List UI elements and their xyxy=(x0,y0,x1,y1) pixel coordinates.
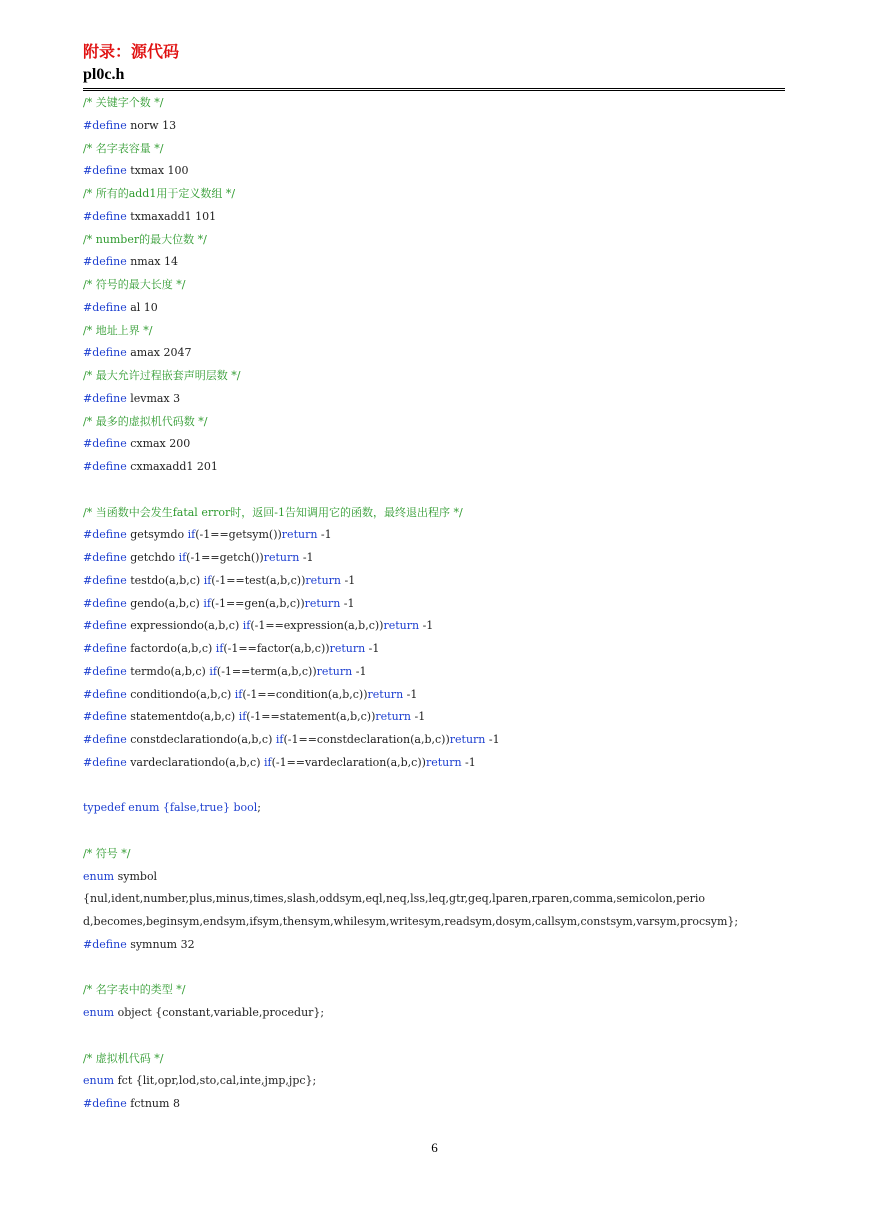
code-keyword: #define xyxy=(83,437,127,451)
code-line xyxy=(83,638,787,661)
code-line xyxy=(83,1093,787,1116)
code-text: -1 xyxy=(411,710,426,724)
code-line xyxy=(83,706,787,729)
blank-line xyxy=(83,1025,787,1048)
code-text: factordo(a,b,c) xyxy=(126,642,216,655)
code-keyword: if xyxy=(203,573,212,587)
code-keyword: return xyxy=(375,710,411,724)
source-code-listing xyxy=(83,92,787,1116)
code-keyword: if xyxy=(263,755,272,769)
code-text: norw 13 xyxy=(126,118,177,132)
code-text: vardeclarationdo(a,b,c) xyxy=(126,755,264,769)
code-text: gendo(a,b,c) xyxy=(126,596,204,610)
file-title: pl0c.h xyxy=(83,66,125,83)
code-line xyxy=(83,570,787,593)
code-line xyxy=(83,411,787,434)
code-comment: /* 地址上界 */ xyxy=(83,323,153,337)
code-keyword: return xyxy=(329,642,366,655)
code-keyword: #define xyxy=(83,755,127,769)
code-text: cxmax 200 xyxy=(126,437,191,451)
code-keyword: #define xyxy=(83,209,127,223)
code-text: (-1==expression(a,b,c)) xyxy=(250,619,384,633)
code-text: {nul,ident,number,plus,minus,times,slash,oddsym,eql,neq,lss,leq,gtr,geq,lparen,rparen,comma,semicolon,perio xyxy=(83,892,706,906)
code-text: object {constant,variable,procedur}; xyxy=(114,1006,325,1019)
code-text: -1 xyxy=(461,755,476,769)
code-keyword: return xyxy=(367,687,404,701)
code-line xyxy=(83,843,787,866)
code-line xyxy=(83,115,787,138)
code-text: amax 2047 xyxy=(126,346,192,360)
code-comment: /* 符号的最大长度 */ xyxy=(83,278,186,291)
code-keyword: #define xyxy=(83,255,127,269)
code-line xyxy=(83,160,787,183)
code-line xyxy=(83,251,787,274)
code-text: fct {lit,opr,lod,sto,cal,inte,jmp,jpc}; xyxy=(114,1074,317,1088)
code-keyword: #define xyxy=(83,596,127,610)
code-text: -1 xyxy=(352,664,367,678)
code-keyword: if xyxy=(178,551,187,564)
code-keyword: #define xyxy=(83,460,127,473)
code-keyword: #define xyxy=(83,642,127,655)
code-keyword: if xyxy=(203,596,211,610)
code-line xyxy=(83,1048,787,1071)
code-line xyxy=(83,979,787,1002)
code-line xyxy=(83,547,787,570)
appendix-title: 附录：源代码 xyxy=(83,42,180,61)
code-keyword: typedef enum {false,true} bool xyxy=(83,801,258,815)
code-line xyxy=(83,866,787,889)
code-keyword: if xyxy=(275,733,284,746)
code-line xyxy=(83,320,787,343)
code-text: testdo(a,b,c) xyxy=(126,573,204,587)
code-keyword: #define xyxy=(83,937,127,951)
code-line xyxy=(83,752,787,775)
code-text: txmax 100 xyxy=(126,164,189,178)
code-text: (-1==test(a,b,c)) xyxy=(211,573,306,587)
code-text: -1 xyxy=(340,596,355,610)
code-comment: /* 所有的add1用于定义数组 */ xyxy=(83,187,236,200)
code-text: al 10 xyxy=(126,300,158,314)
code-text: (-1==getsym()) xyxy=(195,528,282,542)
code-text: fctnum 8 xyxy=(126,1097,180,1110)
code-text: symbol xyxy=(114,869,158,883)
code-text: conditiondo(a,b,c) xyxy=(126,687,235,701)
code-keyword: #define xyxy=(83,391,127,405)
code-line xyxy=(83,593,787,616)
code-line xyxy=(83,229,787,252)
code-line xyxy=(83,92,787,115)
code-text: (-1==getch()) xyxy=(186,551,264,564)
code-line xyxy=(83,456,787,479)
code-text: nmax 14 xyxy=(126,255,178,269)
header-rule-top xyxy=(83,88,785,89)
code-keyword: return xyxy=(425,755,462,769)
code-line xyxy=(83,342,787,365)
code-text: (-1==gen(a,b,c)) xyxy=(210,596,305,610)
code-text: -1 xyxy=(317,528,332,542)
code-text: cxmaxadd1 201 xyxy=(126,460,218,473)
code-keyword: #define xyxy=(83,346,127,360)
code-comment: /* 最多的虚拟机代码数 */ xyxy=(83,414,208,428)
code-line xyxy=(83,1002,787,1025)
code-text: -1 xyxy=(341,573,356,587)
code-keyword: return xyxy=(449,733,486,746)
code-text: -1 xyxy=(403,687,418,701)
page-number: 6 xyxy=(431,1140,438,1155)
code-comment: /* 最大允许过程嵌套声明层数 */ xyxy=(83,369,241,382)
code-keyword: #define xyxy=(83,619,127,633)
code-line xyxy=(83,661,787,684)
code-line xyxy=(83,388,787,411)
code-comment: /* 名字表容量 */ xyxy=(83,141,164,155)
code-keyword: enum xyxy=(83,1006,115,1019)
code-keyword: return xyxy=(305,573,341,587)
code-text: expressiondo(a,b,c) xyxy=(126,619,243,633)
code-text: ; xyxy=(257,801,261,815)
code-text: (-1==constdeclaration(a,b,c)) xyxy=(283,733,450,746)
code-keyword: #define xyxy=(83,118,127,132)
code-keyword: #define xyxy=(83,551,127,564)
code-text: -1 xyxy=(485,733,500,746)
code-keyword: enum xyxy=(83,1074,115,1088)
code-keyword: return xyxy=(316,664,353,678)
code-keyword: #define xyxy=(83,1097,127,1110)
code-line xyxy=(83,524,787,547)
code-text: -1 xyxy=(419,619,434,633)
code-keyword: #define xyxy=(83,164,127,178)
code-text: termdo(a,b,c) xyxy=(126,664,210,678)
blank-line xyxy=(83,820,787,843)
code-text: (-1==condition(a,b,c)) xyxy=(242,687,368,701)
code-keyword: #define xyxy=(83,664,127,678)
code-comment: /* 虚拟机代码 */ xyxy=(83,1051,164,1065)
code-keyword: if xyxy=(187,528,196,542)
code-text: (-1==vardeclaration(a,b,c)) xyxy=(271,755,426,769)
code-line xyxy=(83,502,787,525)
code-keyword: #define xyxy=(83,528,127,542)
code-keyword: #define xyxy=(83,300,127,314)
code-text: -1 xyxy=(365,642,380,655)
code-keyword: return xyxy=(304,596,341,610)
code-comment: /* 符号 */ xyxy=(83,846,131,860)
blank-line xyxy=(83,775,787,798)
code-comment: /* 当函数中会发生fatal error时，返回-1告知调用它的函数，最终退出程序 */ xyxy=(83,505,463,519)
code-line xyxy=(83,206,787,229)
code-comment: /* number的最大位数 */ xyxy=(83,232,207,246)
code-keyword: enum xyxy=(83,869,115,883)
code-keyword: if xyxy=(242,619,251,633)
code-keyword: #define xyxy=(83,573,127,587)
code-line xyxy=(83,888,787,911)
code-line xyxy=(83,183,787,206)
code-text: levmax 3 xyxy=(126,391,181,405)
blank-line xyxy=(83,479,787,502)
code-text: d,becomes,beginsym,endsym,ifsym,thensym,whilesym,writesym,readsym,dosym,callsym,constsym,varsym,procsym}; xyxy=(83,915,739,928)
code-keyword: return xyxy=(263,551,300,564)
code-text: getsymdo xyxy=(126,528,188,542)
code-keyword: return xyxy=(281,528,318,542)
code-text: (-1==statement(a,b,c)) xyxy=(246,710,376,724)
code-comment: /* 名字表中的类型 */ xyxy=(83,983,186,997)
code-text: statementdo(a,b,c) xyxy=(126,710,239,724)
code-line xyxy=(83,297,787,320)
code-line xyxy=(83,138,787,161)
code-keyword: #define xyxy=(83,733,127,746)
code-comment: /* 关键字个数 */ xyxy=(83,96,164,109)
code-text: constdeclarationdo(a,b,c) xyxy=(126,733,276,746)
code-text: getchdo xyxy=(126,551,179,564)
code-line xyxy=(83,1070,787,1093)
code-keyword: #define xyxy=(83,687,127,701)
blank-line xyxy=(83,957,787,980)
code-line xyxy=(83,433,787,456)
code-line xyxy=(83,934,787,957)
code-line xyxy=(83,365,787,388)
code-keyword: #define xyxy=(83,710,127,724)
code-text: (-1==term(a,b,c)) xyxy=(216,664,317,678)
code-text: -1 xyxy=(299,551,314,564)
code-line xyxy=(83,684,787,707)
code-keyword: if xyxy=(209,664,217,678)
code-line xyxy=(83,274,787,297)
code-line xyxy=(83,615,787,638)
code-text: txmaxadd1 101 xyxy=(126,209,217,223)
code-keyword: if xyxy=(215,642,224,655)
code-line xyxy=(83,797,787,820)
code-keyword: return xyxy=(383,619,420,633)
header-rule-bottom xyxy=(83,90,785,91)
code-keyword: if xyxy=(238,710,247,724)
code-keyword: if xyxy=(234,687,243,701)
code-line xyxy=(83,729,787,752)
code-text: (-1==factor(a,b,c)) xyxy=(223,642,330,655)
code-text: symnum 32 xyxy=(126,937,195,951)
code-line xyxy=(83,911,787,934)
